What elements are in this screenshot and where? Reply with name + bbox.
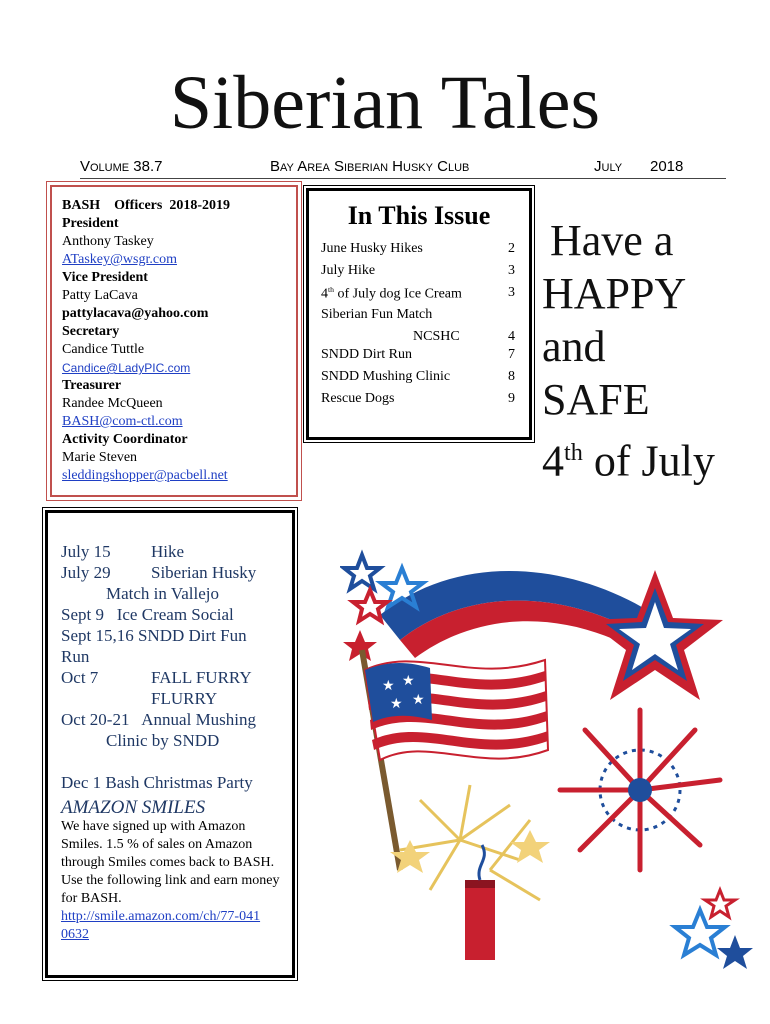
toc-item[interactable]: [321, 285, 515, 303]
amazon-body: We have signed up with Amazon Smiles. 1.5 % of sales on Amazon through Smiles comes back to BASH. Use the following link and earn money for BASH.: [61, 819, 280, 906]
greeting-num: 4: [542, 436, 564, 486]
toc-label: SNDD Mushing Clinic: [321, 369, 451, 384]
officer-title: Secretary: [62, 324, 120, 339]
officer-name: Randee McQueen: [62, 396, 163, 411]
small-star-icon: [344, 555, 380, 589]
officer-email[interactable]: ATaskey@wsgr.com: [62, 252, 177, 267]
toc-label: SNDD Dirt Run: [321, 347, 413, 362]
issue-month: July: [594, 158, 623, 175]
officers-list: [62, 197, 230, 485]
events-list: [61, 541, 289, 944]
event-text: Hike: [151, 542, 185, 561]
holiday-greeting: [542, 214, 770, 488]
event-item: [61, 667, 289, 688]
small-star-icon: [705, 890, 735, 917]
toc-item[interactable]: [321, 241, 515, 257]
toc-label: June Husky Hikes: [321, 241, 423, 256]
toc-page: 9: [508, 391, 515, 406]
event-item: Sept 9 Ice Cream Social: [61, 605, 234, 624]
toc-page: 7: [508, 347, 515, 362]
event-item: Dec 1 Bash Christmas Party: [61, 773, 253, 792]
officer-name: Anthony Taskey: [62, 234, 154, 249]
greeting-line: and: [542, 322, 606, 371]
event-date: Oct 7: [61, 668, 99, 687]
small-star-icon: [717, 935, 753, 969]
american-flag: [365, 660, 548, 760]
officer-email[interactable]: BASH@com-ctl.com: [62, 414, 183, 429]
svg-text:★: ★: [382, 679, 395, 694]
svg-text:★: ★: [402, 674, 415, 689]
officer-name: Patty LaCava: [62, 288, 138, 303]
officer-title: Treasurer: [62, 378, 122, 393]
amazon-heading: AMAZON SMILES: [61, 797, 206, 818]
officer-title: Vice President: [62, 270, 148, 285]
event-item: Sept 15,16 SNDD Dirt Fun: [61, 626, 247, 645]
officer-email[interactable]: sleddingshopper@pacbell.net: [62, 468, 228, 483]
event-item: [61, 541, 289, 562]
greeting-line: SAFE: [542, 375, 650, 424]
greeting-line: [542, 426, 770, 488]
toc-item[interactable]: [321, 329, 515, 345]
greeting-line: HAPPY: [542, 269, 687, 318]
toc-item[interactable]: [321, 391, 515, 407]
club-name: Bay Area Siberian Husky Club: [270, 158, 470, 175]
firework-burst: [560, 710, 720, 870]
greeting-sup: th: [564, 439, 583, 466]
event-date: July 29: [61, 563, 111, 582]
officer-email[interactable]: pattylacava@yahoo.com: [62, 306, 209, 321]
masthead-title: Siberian Tales: [169, 61, 601, 145]
toc-item[interactable]: [321, 369, 515, 385]
officer-name: Candice Tuttle: [62, 342, 145, 357]
event-item: [61, 562, 289, 583]
officers-heading: BASH Officers 2018-2019: [62, 198, 230, 213]
toc-item[interactable]: [321, 347, 515, 363]
toc-item[interactable]: [321, 307, 515, 323]
in-this-issue-box: [306, 188, 532, 440]
greeting-rest: of July: [582, 436, 715, 486]
toc-page: 2: [508, 241, 515, 256]
event-text: FALL FURRY: [151, 668, 252, 687]
firecracker: [465, 880, 495, 960]
fourth-of-july-clipart: [340, 540, 760, 980]
fuse: [479, 845, 484, 880]
toc-label-num: 4: [321, 286, 328, 302]
officer-title: President: [62, 216, 119, 231]
event-cont: Match in Vallejo: [106, 584, 219, 603]
svg-text:★: ★: [390, 697, 403, 712]
toc-label: July Hike: [321, 263, 376, 278]
event-item: Oct 20-21 Annual Mushing: [61, 710, 257, 729]
toc-label: NCSHC: [413, 329, 460, 344]
toc-page: 3: [508, 263, 515, 278]
event-text: Siberian Husky: [151, 563, 257, 582]
amazon-smile-link[interactable]: http://smile.amazon.com/ch/77-0410632: [61, 909, 261, 942]
toc-item[interactable]: [321, 263, 515, 279]
toc-label: Siberian Fun Match: [321, 307, 433, 322]
events-box: [45, 510, 295, 978]
officer-name: Marie Steven: [62, 450, 138, 465]
svg-text:★: ★: [412, 693, 425, 708]
event-date: July 15: [61, 542, 111, 561]
greeting-line: Have a: [550, 216, 674, 265]
volume-bar: [80, 158, 726, 179]
toc-label: of July dog Ice Cream: [333, 286, 462, 302]
small-star-icon: [343, 630, 377, 661]
event-cont: FLURRY: [151, 689, 218, 708]
in-this-issue-title: In This Issue: [347, 201, 491, 230]
volume-number: Volume 38.7: [80, 158, 163, 175]
toc-page: 3: [508, 285, 515, 300]
toc-page: 4: [508, 329, 515, 344]
officer-title: Activity Coordinator: [62, 432, 188, 447]
toc-label: Rescue Dogs: [321, 391, 395, 406]
officers-box: [50, 185, 298, 497]
officer-email[interactable]: Candice@LadyPIC.com: [62, 361, 191, 375]
event-cont: Clinic by SNDD: [106, 731, 220, 750]
toc-page: 8: [508, 369, 515, 384]
event-cont: Run: [61, 647, 90, 666]
toc-label-sup: th: [328, 285, 334, 294]
issue-year: 2018: [650, 158, 684, 175]
